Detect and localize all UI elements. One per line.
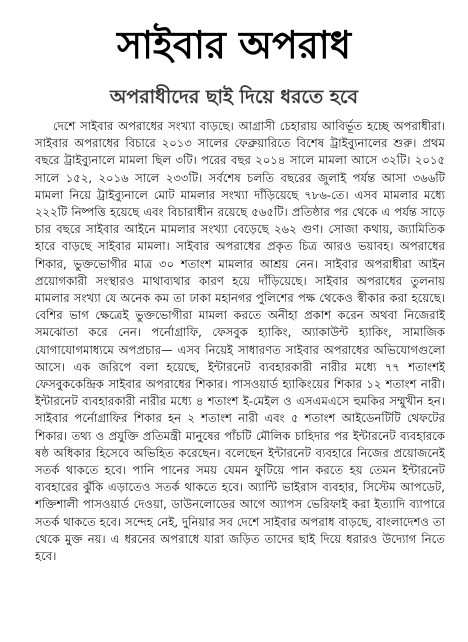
subheadline: অপরাধীদের ছাই দিয়ে ধরতে হবে	[109, 86, 359, 108]
body-paragraph: দেশে সাইবার অপরাধের সংখ্যা বাড়ছে। আগ্রাসী চেহারায় আবির্ভূত হচ্ছে অপরাধীরা। সাইবার অপরাধের বিচারে ২০১৩ সালের ফেব্রুয়ারিতে বিশেষ ট্রাইব্যুনালের শুরু। প্রথম বছরে ট্রাইব্যুনালে মামলা ছিল ৩টি। পরের বছর ২০১৪ সালে মামলা আসে ৩২টি। ২০১৫ সালে ১৫২, ২০১৬ সালে ২৩৩টি। সর্বশেষ চলতি বছরের জুলাই পর্যন্ত আসা ৩৬৬টি মামলা নিয়ে ট্রাইব্যুনালে মোট মামলার সংখ্যা দাঁড়িয়েছে ৭৮৬-তে। এসব মামলার মধ্যে ২২২টি নিষ্পত্তি হয়েছে এবং বিচারাধীন রয়েছে ৫৬৫টি। প্রতিষ্ঠার পর থেকে এ পর্যন্ত সাড়ে চার বছরে সাইবার আইনে মামলার সংখ্যা বেড়েছে ২৬২ গুণ। সোজা কথায়, জ্যামিতিক হারে বাড়ছে সাইবার মামলা। সাইবার অপরাধের প্রকৃত চিত্র আরও ভয়াবহ। অপরাধের শিকার, ভুক্তভোগীর মাত্র ৩০ শতাংশ মামলার আশ্রয় নেন। সাইবার অপরাধীরা আইন প্রয়োগকারী সংস্থারও মাথাব্যথার কারণ হয়ে দাঁড়িয়েছে। সাইবার অপরাধের তুলনায় মামলার সংখ্যা যে অনেক কম তা ঢাকা মহানগর পুলিশের পক্ষ থেকেও স্বীকার করা হয়েছে। বেশির ভাগ ক্ষেত্রেই ভুক্তভোগীরা মামলা করতে অনীহা প্রকাশ করেন অথবা নিজেরাই সমঝোতা করে নেন। পর্নোগ্রাফি, ফেসবুক হ্যাকিং, অ্যাকাউন্ট হ্যাকিং, সামাজিক যোগাযোগমাধ্যমে অপপ্রচার— এসব নিয়েই সাধারণত সাইবার অপরাধের অভিযোগগুলো আসে। এক জরিপে বলা হয়েছে, ইন্টারনেট ব্যবহারকারী নারীর মধ্যে ৭৭ শতাংশই ফেসবুককেন্দ্রিক সাইবার অপরাধের শিকার। পাসওয়ার্ড হ্যাকিংয়ের শিকার ১২ শতাংশ নারী। ইন্টারনেট ব্যবহারকারী নারীর মধ্যে ৪ শতাংশ ই-মেইল ও এসএমএসে হুমকির সম্মুখীন হন। সাইবার পর্নোগ্রাফির শিকার হন ২ শতাংশ নারী এবং ৫ শতাংশ আইডেনটিটি থেফটের শিকার। তথ্য ও প্রযুক্তি প্রতিমন্ত্রী মানুষের পাঁচটি মৌলিক চাহিদার পর ইন্টারনেট ব্যবহারকে ষষ্ঠ অধিকার হিসেবে অভিহিত করেছেন। বলেছেন ইন্টারনেট ব্যবহারে নিজের প্রয়োজনেই সতর্ক থাকতে হবে। পানি পানের সময় যেমন ফুটিয়ে পান করতে হয় তেমন ইন্টারনেট ব্যবহারের ঝুঁকি এড়াতেও সতর্ক থাকতে হবে। অ্যান্টি ভাইরাস ব্যবহার, সিস্টেম আপডেট, শক্তিশালী পাসওয়ার্ড দেওয়া, ডাউনলোডের আগে অ্যাপস ভেরিফাই করা ইত্যাদি ব্যাপারে সতর্ক থাকতে হবে। সন্দেহ নেই, দুনিয়ার সব দেশে সাইবার অপরাধ বাড়ছে, বাংলাদেশও তা থেকে মুক্ত নয়। এ ধরনের অপরাধে যারা জড়িত তাদের ছাই দিয়ে ধরারও উদ্যোগ নিতে হবে।	[35, 119, 445, 564]
article-body	[35, 118, 445, 638]
headline: সাইবার অপরাধ	[116, 22, 352, 67]
cropped-top-edge	[0, 0, 468, 8]
